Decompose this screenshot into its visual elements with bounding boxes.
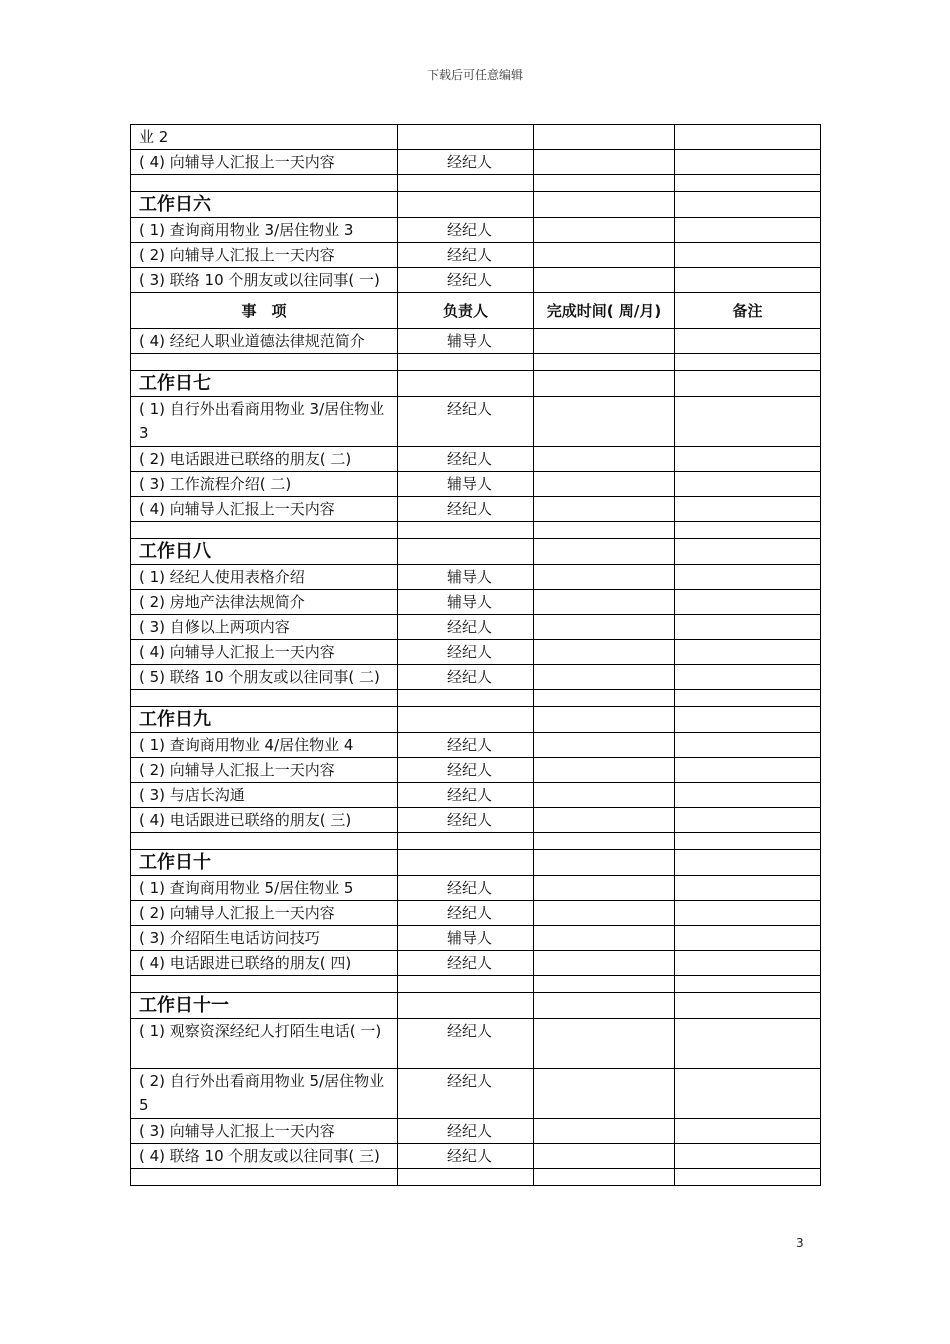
task-item-cell: ( 2) 向辅导人汇报上一天内容	[131, 901, 398, 926]
remark-cell	[675, 901, 821, 926]
schedule-body	[131, 125, 821, 1186]
completion-time-cell	[534, 218, 675, 243]
task-item-cell: ( 2) 电话跟进已联络的朋友( 二)	[131, 447, 398, 472]
task-row	[131, 951, 821, 976]
completion-time-cell	[534, 690, 675, 707]
owner-cell: 经纪人	[398, 243, 534, 268]
remark-cell	[675, 590, 821, 615]
owner-cell: 经纪人	[398, 1069, 534, 1119]
completion-time-cell	[534, 758, 675, 783]
remark-cell	[675, 218, 821, 243]
owner-cell: 经纪人	[398, 1119, 534, 1144]
task-item-cell: ( 4) 经纪人职业道德法律规范简介	[131, 329, 398, 354]
task-item-cell: ( 3) 自修以上两项内容	[131, 615, 398, 640]
task-row	[131, 218, 821, 243]
completion-time-cell	[534, 522, 675, 539]
remark-cell	[675, 472, 821, 497]
spacer-row	[131, 690, 821, 707]
owner-cell: 经纪人	[398, 397, 534, 447]
task-row	[131, 665, 821, 690]
remark-cell	[675, 733, 821, 758]
task-row	[131, 733, 821, 758]
remark-cell	[675, 993, 821, 1019]
owner-cell: 经纪人	[398, 615, 534, 640]
completion-time-cell	[534, 565, 675, 590]
owner-cell: 经纪人	[398, 665, 534, 690]
completion-time-cell	[534, 497, 675, 522]
training-schedule-table	[130, 124, 821, 1186]
task-item-cell: ( 2) 自行外出看商用物业 5/居住物业 5	[131, 1069, 398, 1119]
task-row	[131, 1019, 821, 1069]
task-item-cell: ( 1) 观察资深经纪人打陌生电话( 一)	[131, 1019, 398, 1069]
task-row	[131, 497, 821, 522]
task-item-cell: ( 2) 向辅导人汇报上一天内容	[131, 758, 398, 783]
owner-cell: 辅导人	[398, 472, 534, 497]
task-row	[131, 758, 821, 783]
completion-time-cell	[534, 833, 675, 850]
remark-cell	[675, 522, 821, 539]
task-row	[131, 1119, 821, 1144]
owner-cell: 经纪人	[398, 876, 534, 901]
completion-time-cell	[534, 175, 675, 192]
owner-cell	[398, 539, 534, 565]
remark-cell	[675, 707, 821, 733]
remark-cell	[675, 640, 821, 665]
task-item-cell: ( 1) 经纪人使用表格介绍	[131, 565, 398, 590]
spacer-row	[131, 833, 821, 850]
owner-cell: 辅导人	[398, 926, 534, 951]
task-row	[131, 150, 821, 175]
task-item-cell	[131, 175, 398, 192]
completion-time-cell	[534, 993, 675, 1019]
remark-cell	[675, 243, 821, 268]
completion-time-cell	[534, 354, 675, 371]
completion-time-cell	[534, 539, 675, 565]
completion-time-cell	[534, 125, 675, 150]
remark-cell	[675, 192, 821, 218]
owner-cell	[398, 371, 534, 397]
workday-title: 工作日九	[131, 707, 398, 733]
completion-time-cell	[534, 447, 675, 472]
task-item-cell	[131, 1169, 398, 1186]
owner-cell	[398, 1169, 534, 1186]
column-header-item: 事 项	[131, 293, 398, 329]
remark-cell	[675, 808, 821, 833]
completion-time-cell	[534, 640, 675, 665]
owner-cell	[398, 192, 534, 218]
spacer-row	[131, 976, 821, 993]
page-number: 3	[796, 1236, 804, 1250]
remark-cell	[675, 876, 821, 901]
remark-cell	[675, 150, 821, 175]
task-row	[131, 447, 821, 472]
remark-cell	[675, 447, 821, 472]
completion-time-cell	[534, 371, 675, 397]
table-header-row	[131, 293, 821, 329]
owner-cell	[398, 690, 534, 707]
owner-cell	[398, 850, 534, 876]
owner-cell: 辅导人	[398, 329, 534, 354]
completion-time-cell	[534, 397, 675, 447]
column-header-time: 完成时间( 周/月)	[534, 293, 675, 329]
task-item-cell: ( 4) 电话跟进已联络的朋友( 三)	[131, 808, 398, 833]
workday-title: 工作日八	[131, 539, 398, 565]
page-header: 下载后可任意编辑	[426, 68, 523, 82]
owner-cell: 经纪人	[398, 218, 534, 243]
task-row	[131, 397, 821, 447]
task-item-cell	[131, 354, 398, 371]
remark-cell	[675, 690, 821, 707]
completion-time-cell	[534, 590, 675, 615]
owner-cell	[398, 125, 534, 150]
remark-cell	[675, 665, 821, 690]
column-header-owner: 负责人	[398, 293, 534, 329]
owner-cell	[398, 522, 534, 539]
remark-cell	[675, 268, 821, 293]
remark-cell	[675, 565, 821, 590]
owner-cell: 经纪人	[398, 901, 534, 926]
completion-time-cell	[534, 268, 675, 293]
task-row	[131, 615, 821, 640]
completion-time-cell	[534, 733, 675, 758]
completion-time-cell	[534, 243, 675, 268]
task-row	[131, 640, 821, 665]
task-item-cell: ( 3) 联络 10 个朋友或以往同事( 一)	[131, 268, 398, 293]
spacer-row	[131, 175, 821, 192]
completion-time-cell	[534, 850, 675, 876]
owner-cell: 经纪人	[398, 783, 534, 808]
task-item-cell: ( 4) 向辅导人汇报上一天内容	[131, 150, 398, 175]
remark-cell	[675, 175, 821, 192]
completion-time-cell	[534, 615, 675, 640]
workday-title: 工作日六	[131, 192, 398, 218]
task-row	[131, 125, 821, 150]
completion-time-cell	[534, 1169, 675, 1186]
task-item-cell: ( 1) 自行外出看商用物业 3/居住物业 3	[131, 397, 398, 447]
completion-time-cell	[534, 329, 675, 354]
task-row	[131, 808, 821, 833]
workday-heading-row	[131, 192, 821, 218]
owner-cell: 辅导人	[398, 565, 534, 590]
owner-cell	[398, 976, 534, 993]
task-item-cell: ( 3) 与店长沟通	[131, 783, 398, 808]
task-row	[131, 590, 821, 615]
task-item-cell: ( 4) 联络 10 个朋友或以往同事( 三)	[131, 1144, 398, 1169]
workday-heading-row	[131, 993, 821, 1019]
remark-cell	[675, 783, 821, 808]
task-item-cell: ( 4) 向辅导人汇报上一天内容	[131, 640, 398, 665]
task-item-cell: ( 4) 电话跟进已联络的朋友( 四)	[131, 951, 398, 976]
remark-cell	[675, 1119, 821, 1144]
owner-cell: 经纪人	[398, 497, 534, 522]
remark-cell	[675, 758, 821, 783]
completion-time-cell	[534, 1069, 675, 1119]
remark-cell	[675, 1019, 821, 1069]
owner-cell	[398, 175, 534, 192]
remark-cell	[675, 125, 821, 150]
column-header-remark: 备注	[675, 293, 821, 329]
completion-time-cell	[534, 976, 675, 993]
task-row	[131, 926, 821, 951]
workday-heading-row	[131, 850, 821, 876]
completion-time-cell	[534, 665, 675, 690]
completion-time-cell	[534, 150, 675, 175]
remark-cell	[675, 976, 821, 993]
remark-cell	[675, 926, 821, 951]
owner-cell	[398, 707, 534, 733]
task-item-cell: ( 3) 向辅导人汇报上一天内容	[131, 1119, 398, 1144]
task-row	[131, 876, 821, 901]
workday-title: 工作日七	[131, 371, 398, 397]
completion-time-cell	[534, 1119, 675, 1144]
task-item-cell: ( 1) 查询商用物业 3/居住物业 3	[131, 218, 398, 243]
owner-cell: 经纪人	[398, 150, 534, 175]
task-item-cell	[131, 522, 398, 539]
task-item-cell: ( 5) 联络 10 个朋友或以往同事( 二)	[131, 665, 398, 690]
owner-cell: 经纪人	[398, 1144, 534, 1169]
task-row	[131, 1069, 821, 1119]
task-row	[131, 329, 821, 354]
task-item-cell: ( 1) 查询商用物业 4/居住物业 4	[131, 733, 398, 758]
owner-cell: 经纪人	[398, 1019, 534, 1069]
task-row	[131, 472, 821, 497]
workday-heading-row	[131, 539, 821, 565]
remark-cell	[675, 1069, 821, 1119]
owner-cell: 经纪人	[398, 268, 534, 293]
task-item-cell: ( 3) 介绍陌生电话访问技巧	[131, 926, 398, 951]
workday-heading-row	[131, 707, 821, 733]
task-item-cell: ( 2) 向辅导人汇报上一天内容	[131, 243, 398, 268]
spacer-row	[131, 354, 821, 371]
workday-title: 工作日十一	[131, 993, 398, 1019]
remark-cell	[675, 329, 821, 354]
task-item-cell: 业 2	[131, 125, 398, 150]
owner-cell: 经纪人	[398, 447, 534, 472]
owner-cell: 辅导人	[398, 590, 534, 615]
completion-time-cell	[534, 808, 675, 833]
owner-cell: 经纪人	[398, 951, 534, 976]
task-item-cell: ( 3) 工作流程介绍( 二)	[131, 472, 398, 497]
workday-title: 工作日十	[131, 850, 398, 876]
completion-time-cell	[534, 1019, 675, 1069]
remark-cell	[675, 371, 821, 397]
completion-time-cell	[534, 707, 675, 733]
task-row	[131, 565, 821, 590]
owner-cell: 经纪人	[398, 808, 534, 833]
remark-cell	[675, 397, 821, 447]
remark-cell	[675, 497, 821, 522]
task-row	[131, 268, 821, 293]
remark-cell	[675, 354, 821, 371]
task-item-cell: ( 1) 查询商用物业 5/居住物业 5	[131, 876, 398, 901]
spacer-row	[131, 1169, 821, 1186]
completion-time-cell	[534, 901, 675, 926]
task-row	[131, 901, 821, 926]
task-row	[131, 243, 821, 268]
remark-cell	[675, 833, 821, 850]
remark-cell	[675, 1169, 821, 1186]
task-row	[131, 1144, 821, 1169]
task-item-cell	[131, 833, 398, 850]
completion-time-cell	[534, 876, 675, 901]
remark-cell	[675, 615, 821, 640]
owner-cell: 经纪人	[398, 758, 534, 783]
remark-cell	[675, 850, 821, 876]
task-item-cell: ( 2) 房地产法律法规简介	[131, 590, 398, 615]
task-item-cell	[131, 976, 398, 993]
remark-cell	[675, 1144, 821, 1169]
completion-time-cell	[534, 951, 675, 976]
owner-cell	[398, 354, 534, 371]
owner-cell: 经纪人	[398, 640, 534, 665]
owner-cell	[398, 833, 534, 850]
owner-cell: 经纪人	[398, 733, 534, 758]
completion-time-cell	[534, 1144, 675, 1169]
workday-heading-row	[131, 371, 821, 397]
spacer-row	[131, 522, 821, 539]
completion-time-cell	[534, 472, 675, 497]
completion-time-cell	[534, 783, 675, 808]
owner-cell	[398, 993, 534, 1019]
completion-time-cell	[534, 926, 675, 951]
completion-time-cell	[534, 192, 675, 218]
task-item-cell: ( 4) 向辅导人汇报上一天内容	[131, 497, 398, 522]
remark-cell	[675, 951, 821, 976]
task-row	[131, 783, 821, 808]
task-item-cell	[131, 690, 398, 707]
remark-cell	[675, 539, 821, 565]
